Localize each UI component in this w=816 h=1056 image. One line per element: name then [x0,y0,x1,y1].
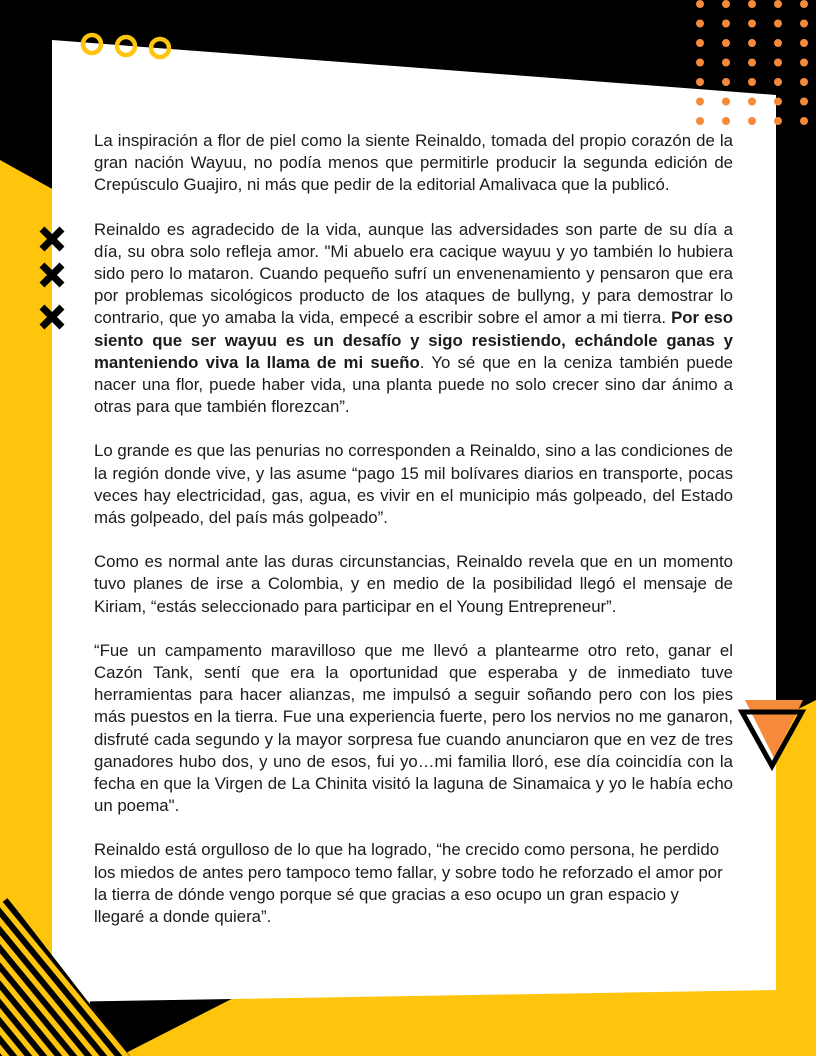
paragraph-4: Como es normal ante las duras circunstancias, Reinaldo revela que en un momento tuvo planes de irse a Colombia, y en medio de la posibilidad llegó el mensaje de Kiriam, “estás seleccionado para participar en el Young Entrepreneur”. [94,552,733,616]
paragraph-5: “Fue un campamento maravilloso que me llevó a plantearme otro reto, ganar el Cazón Tank, sentí que era la oportunidad que esperaba y de inmediato tuve herramientas para hacer alianzas, me impulsó a seguir soñando pero con los pies más puestos en la tierra. Fue una experiencia fuerte, pero los nervios no me ganaron, disfruté cada segundo y la mayor sorpresa fue cuando anunciaron que en vez de tres ganadores hubo dos, y uno de esos, fui yo…mi familia lloró, ese día coincidía con la fecha en que la Virgen de La Chinita visitó la laguna de Sinamaica y yo le había echo un poema". [94,640,733,816]
paragraph-3: Lo grande es que las penurias no corresponden a Reinaldo, sino a las condiciones de la región donde vive, y las asume “pago 15 mil bolívares diarios en transporte, pocas veces hay electricidad, gas, agua, es vivir en el municipio más golpeado, del Estado más golpeado, del país más golpeado”. [94,441,733,528]
article-body [94,130,733,950]
paragraph-1: La inspiración a flor de piel como la siente Reinaldo, tomada del propio corazón de la gran nación Wayuu, no podía menos que permitirle producir la segunda edición de Crepúsculo Guajiro, ni más que pedir de la editorial Amalivaca que la publicó. [94,131,733,195]
paragraph-2-start: Reinaldo es agradecido de la vida, aunque las adversidades son parte de su día a día, su obra solo refleja amor. "Mi abuelo era cacique wayuu y yo también lo hubiera sido pero lo mataron. Cuando pequeño sufrí un envenenamiento y pensaron que era por problemas sicológicos producto de los ataques de bullyng, y para demostrar lo contrario, que yo amaba la vida, empecé a escribir sobre el amor a mi tierra. [94,219,733,328]
paragraph-6: Reinaldo está orgulloso de lo que ha logrado, “he crecido como persona, he perdido los miedos de antes pero tampoco temo fallar, y sobre todo he reforzado el amor por la tierra de dónde vengo porque sé que gracias a eso ocupo un gran espacio y llegaré a donde quiera”. [94,840,723,927]
paragraph-2-bold-quote: Por eso siento que ser wayuu es un desafío y sigo resistiendo, echándole ganas y manteniendo viva la llama de mi sueño [94,308,733,372]
x-mark-icon [42,229,62,327]
paragraph-2 [94,219,733,419]
paragraph-2-end: . Yo sé que en la ceniza también puede nacer una flor, puede haber vida, una planta puede no solo crecer sino dar ánimo a otras para que también florezcan”. [94,352,733,417]
